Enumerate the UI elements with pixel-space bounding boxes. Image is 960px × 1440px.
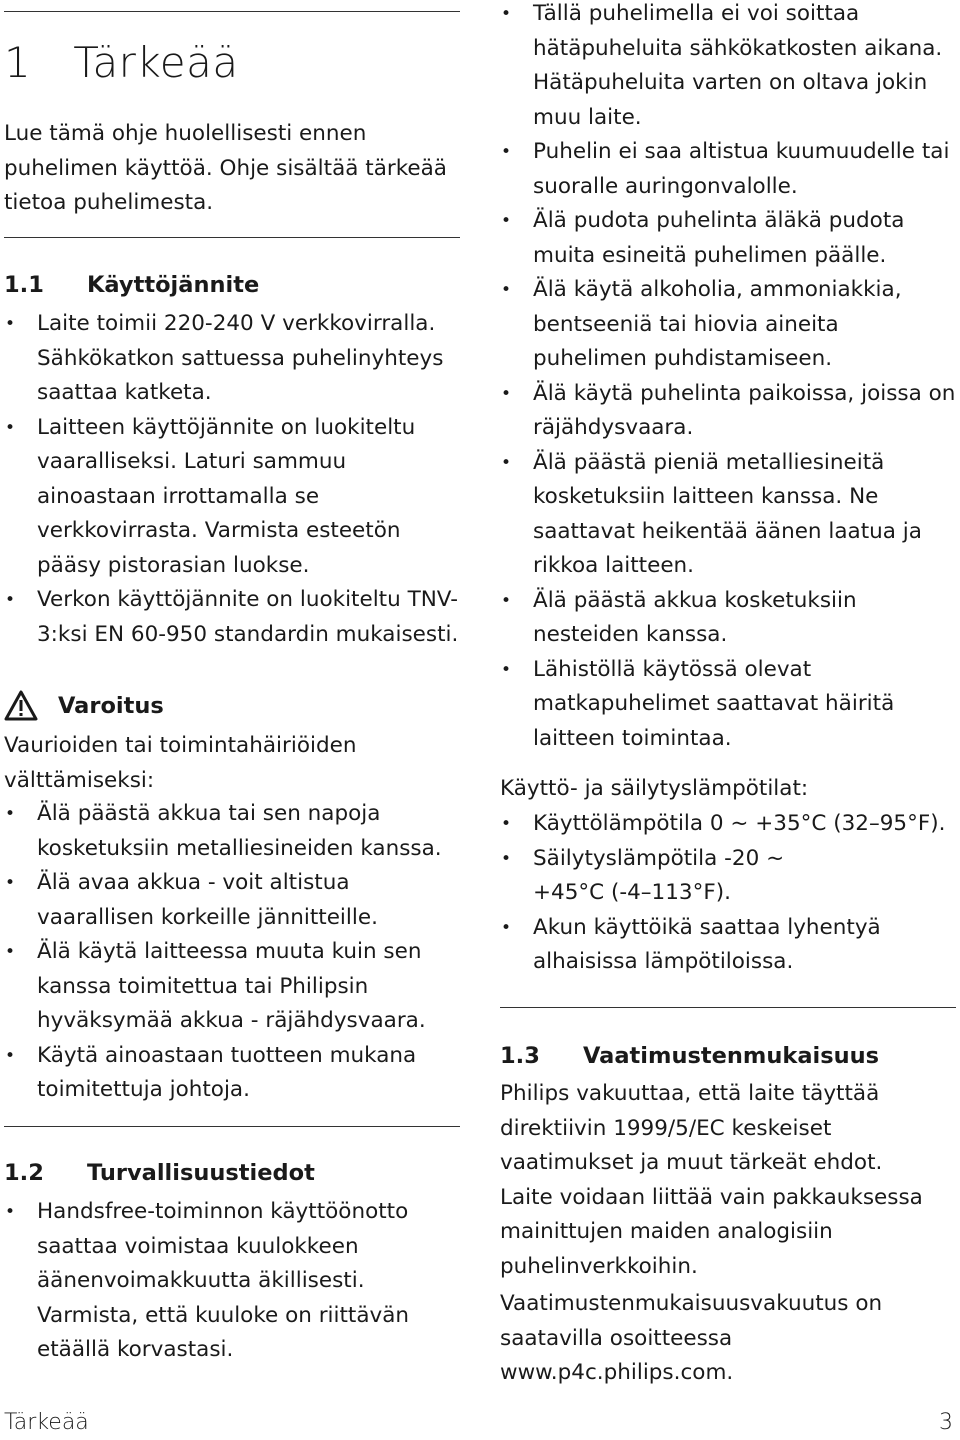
list-item: • Lähistöllä käytössä olevat matkapuhelimet saattavat häiritä laitteen toimintaa. [500, 653, 956, 757]
intro-paragraph: Lue tämä ohje huolellisesti ennen puhelimen käyttöä. Ohje sisältää tärkeää tietoa puhelimesta. [4, 121, 447, 215]
divider-section-1-3 [500, 1007, 956, 1008]
divider-section-1-2 [4, 1126, 460, 1127]
section-1-1-number: 1.1 [4, 272, 44, 298]
list-item: • Laitteen käyttöjännite on luokiteltu vaaralliseksi. Laturi sammuu ainoastaan irrottamalla se verkkovirrasta. Varmista esteetön pääsy pistorasian luokse. [4, 411, 460, 584]
section-1-2-list-right [500, 0, 956, 756]
list-item: • Käytä ainoastaan tuotteen mukana toimitettuja johtoja. [4, 1039, 460, 1108]
section-1-1-heading [4, 272, 259, 298]
warning-triangle-icon [4, 690, 38, 722]
list-item: • Älä päästä pieniä metalliesineitä kosketuksiin laitteen kanssa. Ne saattavat heikentää äänen laatua ja rikkoa laitteen. [500, 446, 956, 584]
divider-intro [4, 237, 460, 238]
warning-heading [4, 690, 164, 722]
list-item: • Älä päästä akkua tai sen napoja kosketuksiin metalliesineiden kanssa. [4, 797, 460, 866]
list-item: • Älä päästä akkua kosketuksiin nesteiden kanssa. [500, 584, 956, 653]
list-item: • Säilytyslämpötila -20 ~ +45°C (-4–113°F). [500, 842, 833, 911]
warning-list [4, 797, 460, 1108]
section-1-3-number: 1.3 [500, 1043, 540, 1069]
footer-page-number: 3 [939, 1410, 953, 1435]
compliance-paragraph: Philips vakuuttaa, että laite täyttää direktiivin 1999/5/EC keskeiset vaatimukset ja muut tärkeät ehdot. Laite voidaan liittää vain pakkauksessa mainittujen maiden analogisiin puhelinverkkoihin. [500, 1081, 923, 1279]
list-item: • Älä käytä laitteessa muuta kuin sen kanssa toimitettua tai Philipsin hyväksymää akkua - räjähdysvaara. [4, 935, 460, 1039]
list-item: • Verkon käyttöjännite on luokiteltu TNV-3:ksi EN 60-950 standardin mukaisesti. [4, 583, 460, 652]
chapter-title [4, 38, 239, 87]
chapter-title-text: Tärkeää [73, 38, 239, 87]
footer-section-name: Tärkeää [4, 1410, 89, 1435]
section-1-3-heading [500, 1043, 879, 1069]
list-item: • Älä avaa akkua - voit altistua vaarallisen korkeille jännitteille. [4, 866, 460, 935]
section-1-2-number: 1.2 [4, 1160, 44, 1186]
list-item: • Laite toimii 220-240 V verkkovirralla. Sähkökatkon sattuessa puhelinyhteys saattaa katketa. [4, 307, 460, 411]
list-item: • Akun käyttöikä saattaa lyhentyä alhaisissa lämpötiloissa. [500, 911, 913, 980]
top-rule-left [4, 11, 460, 12]
section-1-2-list-left [4, 1195, 444, 1368]
chapter-number: 1 [4, 38, 32, 87]
list-item: • Handsfree-toiminnon käyttöönotto saattaa voimistaa kuulokkeen äänenvoimakkuutta äkillisesti. Varmista, että kuuloke on riittävän etäällä korvastasi. [4, 1195, 444, 1368]
section-1-2-heading [4, 1160, 315, 1186]
temperature-list [500, 807, 956, 980]
list-item: • Älä käytä alkoholia, ammoniakkia, bentseeniä tai hiovia aineita puhelimen puhdistamiseen. [500, 273, 956, 377]
list-item: • Käyttölämpötila 0 ~ +35°C (32–95°F). [500, 807, 956, 842]
section-1-3-title: Vaatimustenmukaisuus [583, 1043, 880, 1069]
section-1-2-title: Turvallisuustiedot [87, 1160, 315, 1186]
list-item: • Tällä puhelimella ei voi soittaa hätäpuheluita sähkökatkosten aikana. Hätäpuheluita varten on oltava jokin muu laite. [500, 0, 956, 135]
list-item: • Älä käytä puhelinta paikoissa, joissa on räjähdysvaara. [500, 377, 956, 446]
list-item: • Puhelin ei saa altistua kuumuudelle tai suoralle auringonvalolle. [500, 135, 956, 204]
list-item: • Älä pudota puhelinta äläkä pudota muita esineitä puhelimen päälle. [500, 204, 956, 273]
compliance-declaration: Vaatimustenmukaisuusvakuutus on saatavilla osoitteessa www.p4c.philips.com. [500, 1291, 883, 1385]
warning-intro: Vaurioiden tai toimintahäiriöiden välttämiseksi: [4, 733, 357, 793]
section-1-1-title: Käyttöjännite [87, 272, 260, 298]
section-1-1-list [4, 307, 460, 652]
warning-title: Varoitus [58, 693, 164, 719]
temperature-label: Käyttö- ja säilytyslämpötilat: [500, 776, 809, 801]
